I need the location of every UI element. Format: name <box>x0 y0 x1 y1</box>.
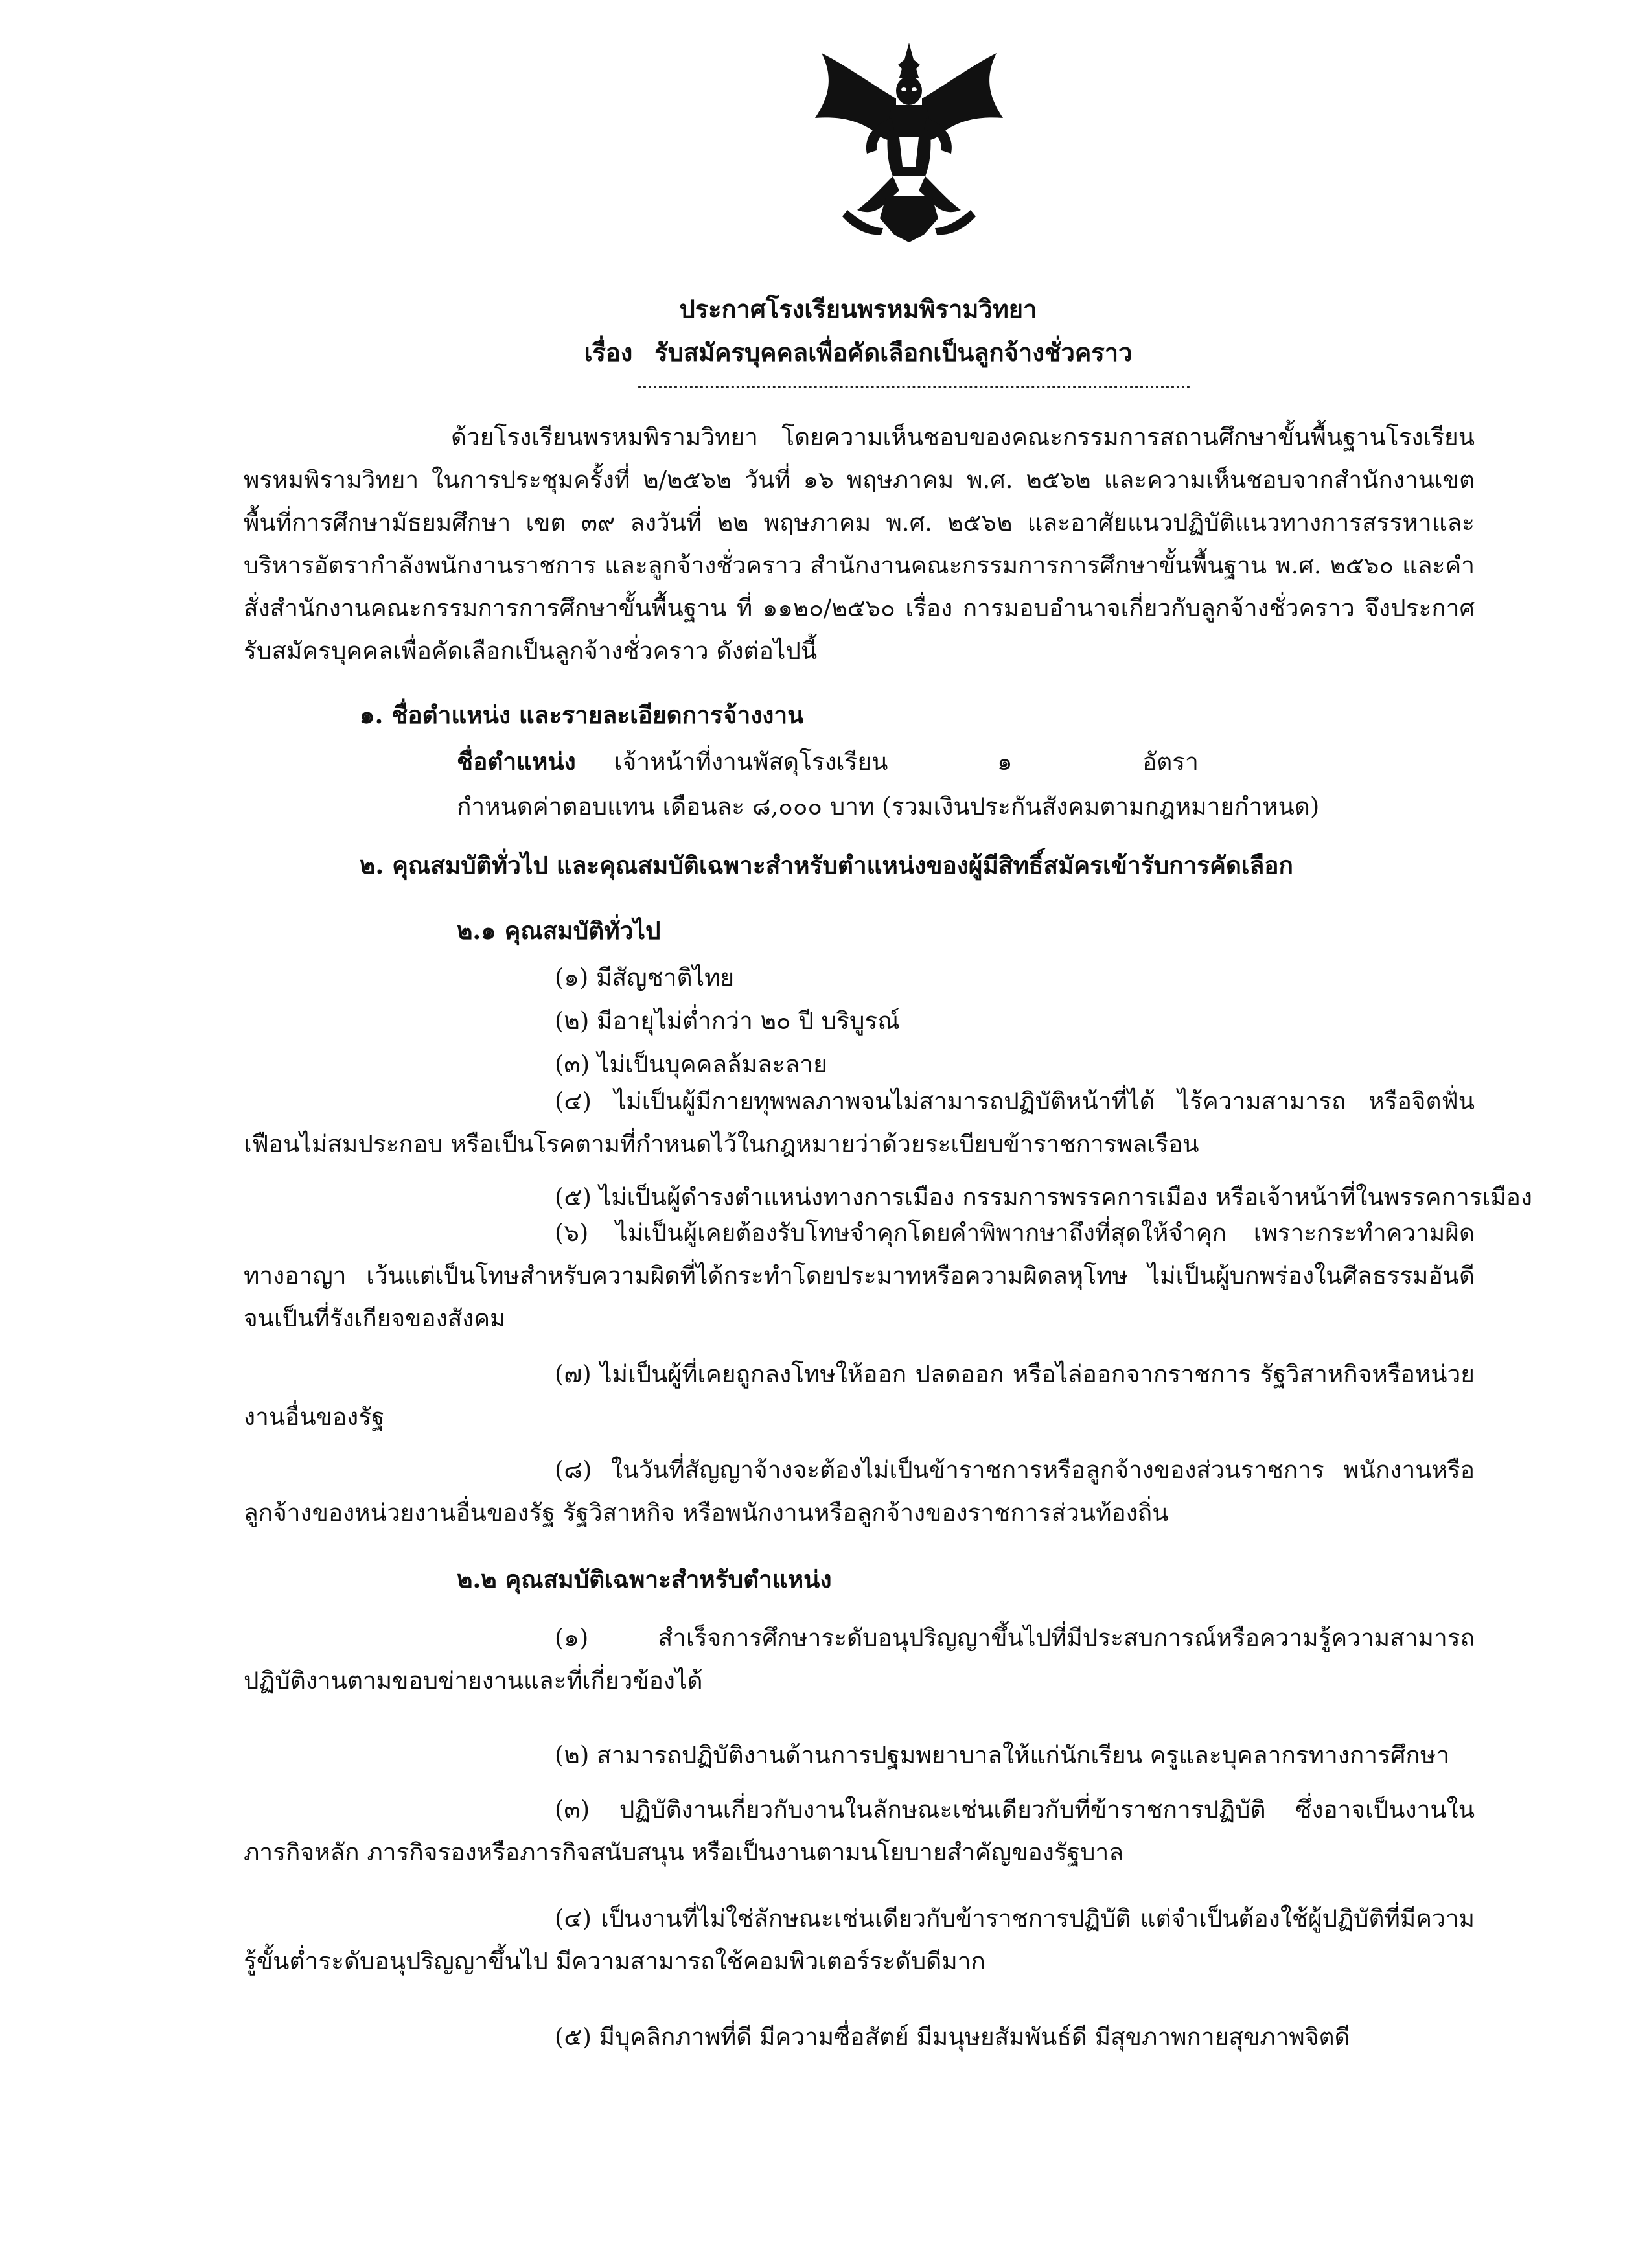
specific-item <box>244 1788 1475 1874</box>
intro-paragraph <box>244 416 1475 673</box>
section2-heading: ๒. คุณสมบัติทั่วไป และคุณสมบัติเฉพาะสำหรับตำแหน่งของผู้มีสิทธิ์สมัครเข้ารับการคัดเลือก <box>360 851 1293 879</box>
general-item-text: (๘) ในวันที่สัญญาจ้างจะต้องไม่เป็นข้าราชการหรือลูกจ้างของส่วนราชการ พนักงานหรือลูกจ้างของหน่วยงานอื่นของรัฐ รัฐวิสาหกิจ หรือพนักงานหรือลูกจ้างของราชการส่วนท้องถิ่น <box>244 1456 1475 1527</box>
announcement-subject <box>40 332 1636 372</box>
intro-text: ด้วยโรงเรียนพรหมพิรามวิทยา โดยความเห็นชอบของคณะกรรมการสถานศึกษาขั้นพื้นฐานโรงเรียนพรหมพิรามวิทยา ในการประชุมครั้งที่ ๒/๒๕๖๒ วันที่ ๑๖ พฤษภาคม พ.ศ. ๒๕๖๒ และความเห็นชอบจากสำนักงานเขตพื้นที่การศึกษามัธยมศึกษา เขต ๓๙ ลงวันที่ ๒๒ พฤษภาคม พ.ศ. ๒๕๖๒ และอาศัยแนวปฏิบัติแนวทางการสรรหาและบริหารอัตรากำลังพนักงานราชการ และลูกจ้างชั่วคราว สำนักงานคณะกรรมการการศึกษาขั้นพื้นฐาน พ.ศ. ๒๕๖๐ และคำสั่งสำนักงานคณะกรรมการการศึกษาขั้นพื้นฐาน ที่ ๑๑๒๐/๒๕๖๐ เรื่อง การมอบอำนาจเกี่ยวกับลูกจ้างชั่วคราว จึงประกาศรับสมัครบุคคลเพื่อคัดเลือกเป็นลูกจ้างชั่วคราว ดังต่อไปนี้ <box>244 423 1475 665</box>
general-item-text: (๗) ไม่เป็นผู้ที่เคยถูกลงโทษให้ออก ปลดออก หรือไล่ออกจากราชการ รัฐวิสาหกิจหรือหน่วยงานอื่นของรัฐ <box>244 1360 1475 1431</box>
specific-qualifications-heading: ๒.๒ คุณสมบัติเฉพาะสำหรับตำแหน่ง <box>457 1565 832 1593</box>
specific-item <box>244 1897 1475 1983</box>
garuda-emblem-icon <box>809 40 1009 248</box>
general-item <box>244 1449 1475 1534</box>
position-count: ๑ <box>997 748 1013 776</box>
general-item: (๒) มีอายุไม่ต่ำกว่า ๒๐ ปี บริบูรณ์ <box>555 1007 900 1035</box>
general-item: (๓) ไม่เป็นบุคคลล้มละลาย <box>555 1050 827 1078</box>
subject-text: รับสมัครบุคคลเพื่อคัดเลือกเป็นลูกจ้างชั่วคราว <box>654 338 1133 367</box>
general-item <box>244 1212 1475 1340</box>
specific-item-text: (๔) เป็นงานที่ไม่ใช่ลักษณะเช่นเดียวกับข้าราชการปฏิบัติ แต่จำเป็นต้องใช้ผู้ปฏิบัติที่มีความรู้ขั้นต่ำระดับอนุปริญญาขึ้นไป มีความสามารถใช้คอมพิวเตอร์ระดับดีมาก <box>244 1904 1475 1975</box>
position-name: เจ้าหน้าที่งานพัสดุโรงเรียน <box>614 748 888 776</box>
specific-item: (๕) มีบุคลิกภาพที่ดี มีความซื่อสัตย์ มีมนุษยสัมพันธ์ดี มีสุขภาพกายสุขภาพจิตดี <box>555 2023 1350 2051</box>
specific-item: (๒) สามารถปฏิบัติงานด้านการปฐมพยาบาลให้แก่นักเรียน ครูและบุคลากรทางการศึกษา <box>555 1741 1449 1769</box>
specific-item-text: (๓) ปฏิบัติงานเกี่ยวกับงานในลักษณะเช่นเดียวกับที่ข้าราชการปฏิบัติ ซึ่งอาจเป็นงานในภารกิจหลัก ภารกิจรองหรือภารกิจสนับสนุน หรือเป็นงานตามนโยบายสำคัญของรัฐบาล <box>244 1796 1475 1866</box>
specific-item <box>244 1617 1475 1702</box>
announcement-title: ประกาศโรงเรียนพรหมพิรามวิทยา <box>679 294 1037 323</box>
position-label: ชื่อตำแหน่ง <box>457 747 576 776</box>
general-item: (๑) มีสัญชาติไทย <box>555 964 735 991</box>
general-qualifications-heading: ๒.๑ คุณสมบัติทั่วไป <box>457 916 661 945</box>
specific-item-text: (๑) สำเร็จการศึกษาระดับอนุปริญญาขึ้นไปที่มีประสบการณ์หรือความรู้ความสามารถปฏิบัติงานตามขอบข่ายงานและที่เกี่ยวข้องได้ <box>244 1624 1475 1695</box>
compensation-text: กำหนดค่าตอบแทน เดือนละ ๘,๐๐๐ บาท (รวมเงินประกันสังคมตามกฎหมายกำหนด) <box>457 793 1320 820</box>
general-item-text: (๔) ไม่เป็นผู้มีกายทุพพลภาพจนไม่สามารถปฏิบัติหน้าที่ได้ ไร้ความสามารถ หรือจิตฟั่นเฟือนไม่สมประกอบ หรือเป็นโรคตามที่กำหนดไว้ในกฎหมายว่าด้วยระเบียบข้าราชการพลเรือน <box>244 1087 1475 1158</box>
general-item: (๕) ไม่เป็นผู้ดำรงตำแหน่งทางการเมือง กรรมการพรรคการเมือง หรือเจ้าหน้าที่ในพรรคการเมือง <box>555 1183 1532 1211</box>
dotted-divider <box>638 386 1190 388</box>
subject-label: เรื่อง <box>584 338 633 367</box>
general-item-text: (๖) ไม่เป็นผู้เคยต้องรับโทษจำคุกโดยคำพิพากษาถึงที่สุดให้จำคุก เพราะกระทำความผิดทางอาญา เว้นแต่เป็นโทษสำหรับความผิดที่ได้กระทำโดยประมาทหรือความผิดลหุโทษ ไม่เป็นผู้บกพร่องในศีลธรรมอันดีจนเป็นที่รังเกียจของสังคม <box>244 1219 1475 1332</box>
general-item <box>244 1353 1475 1439</box>
general-item <box>244 1080 1475 1166</box>
section1-heading: ๑. ชื่อตำแหน่ง และรายละเอียดการจ้างงาน <box>360 700 804 729</box>
position-unit: อัตรา <box>1142 748 1199 776</box>
